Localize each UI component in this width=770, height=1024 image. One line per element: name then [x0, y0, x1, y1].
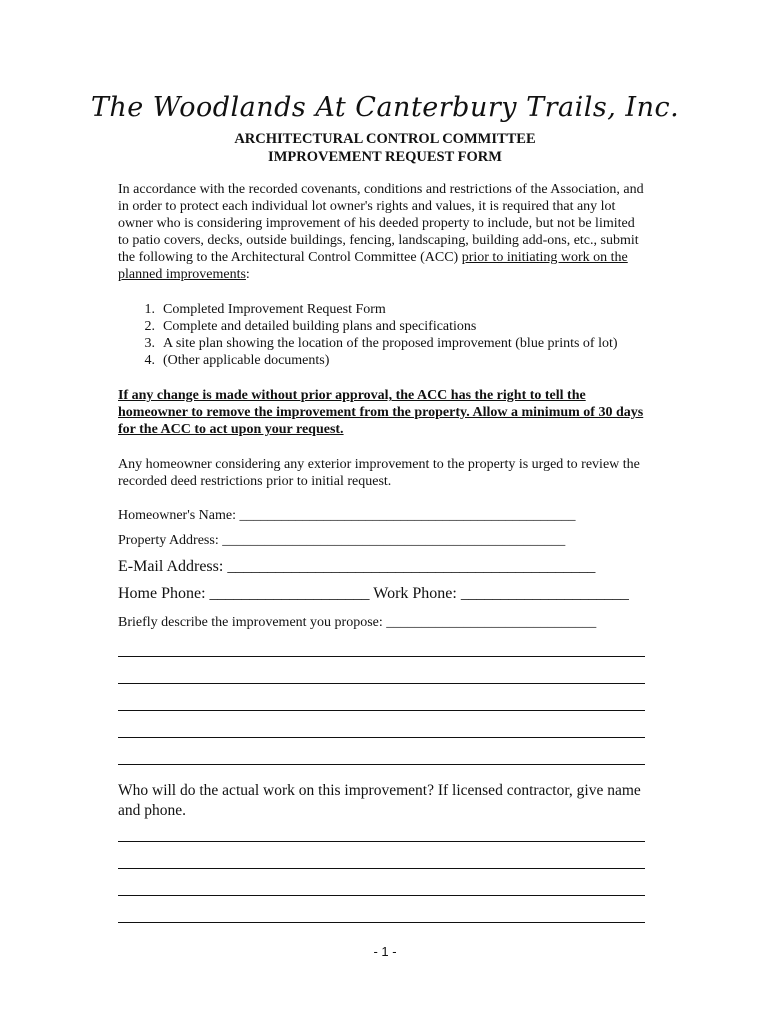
homeowner-name-field[interactable]: Homeowner's Name: ________________________________________________ — [118, 508, 576, 523]
list-item-text: Complete and detailed building plans and specifications — [163, 319, 477, 334]
description-line[interactable] — [118, 764, 645, 765]
list-item-number: 1. — [144, 302, 155, 317]
intro-text: In accordance with the recorded covenants, conditions and restrictions of the Association, and in order to protect each individual lot owner's rights and values, it is required that any lot owner who is considering improvement of his deeded property to include, but not be limited to patio covers, decks, outside buildings, fencing, landscaping, building add-ons, etc., submit the following to the Architectural Control Committee (ACC) — [118, 182, 644, 265]
requirements-list — [118, 301, 648, 369]
list-item — [118, 335, 648, 352]
list-item-text: A site plan showing the location of the proposed improvement (blue prints of lot) — [163, 336, 618, 351]
org-name-heading: The Woodlands At Canterbury Trails, Inc. — [90, 92, 680, 123]
contractor-line[interactable] — [118, 868, 645, 869]
advice-paragraph: Any homeowner considering any exterior improvement to the property is urged to review the recorded deed restrictions prior to initial request. — [118, 457, 640, 489]
approval-warning: If any change is made without prior approval, the ACC has the right to tell the homeowner to remove the improvement from the property. Allow a minimum of 30 days for the ACC to act upon your request. — [118, 388, 644, 437]
contractor-line[interactable] — [118, 841, 645, 842]
list-item-text: (Other applicable documents) — [163, 353, 330, 368]
intro-end: : — [245, 267, 250, 282]
improvement-description-field[interactable]: Briefly describe the improvement you propose: ______________________________ — [118, 615, 597, 630]
list-item-number: 3. — [144, 336, 155, 351]
list-item — [118, 352, 648, 369]
contractor-line[interactable] — [118, 895, 645, 896]
list-item — [118, 318, 648, 335]
phone-fields[interactable]: Home Phone: ____________________ Work Phone: _____________________ — [118, 585, 629, 602]
list-item — [118, 301, 648, 318]
list-item-number: 2. — [144, 319, 155, 334]
description-line[interactable] — [118, 710, 645, 711]
email-field[interactable]: E-Mail Address: ______________________________________________ — [118, 558, 596, 575]
description-line[interactable] — [118, 737, 645, 738]
property-address-field[interactable]: Property Address: _________________________________________________ — [118, 533, 566, 548]
form-title: IMPROVEMENT REQUEST FORM — [268, 149, 502, 165]
page-number: - 1 - — [373, 944, 397, 959]
list-item-text: Completed Improvement Request Form — [163, 302, 386, 317]
description-line[interactable] — [118, 656, 645, 657]
contractor-line[interactable] — [118, 922, 645, 923]
intro-paragraph — [118, 181, 648, 283]
list-item-number: 4. — [144, 353, 155, 368]
committee-heading: ARCHITECTURAL CONTROL COMMITTEE — [234, 131, 536, 147]
description-line[interactable] — [118, 683, 645, 684]
intro-underlined-text: prior to initiating work on the planned improvements — [118, 250, 628, 282]
contractor-question: Who will do the actual work on this improvement? If licensed contractor, give name and phone. — [118, 782, 641, 819]
